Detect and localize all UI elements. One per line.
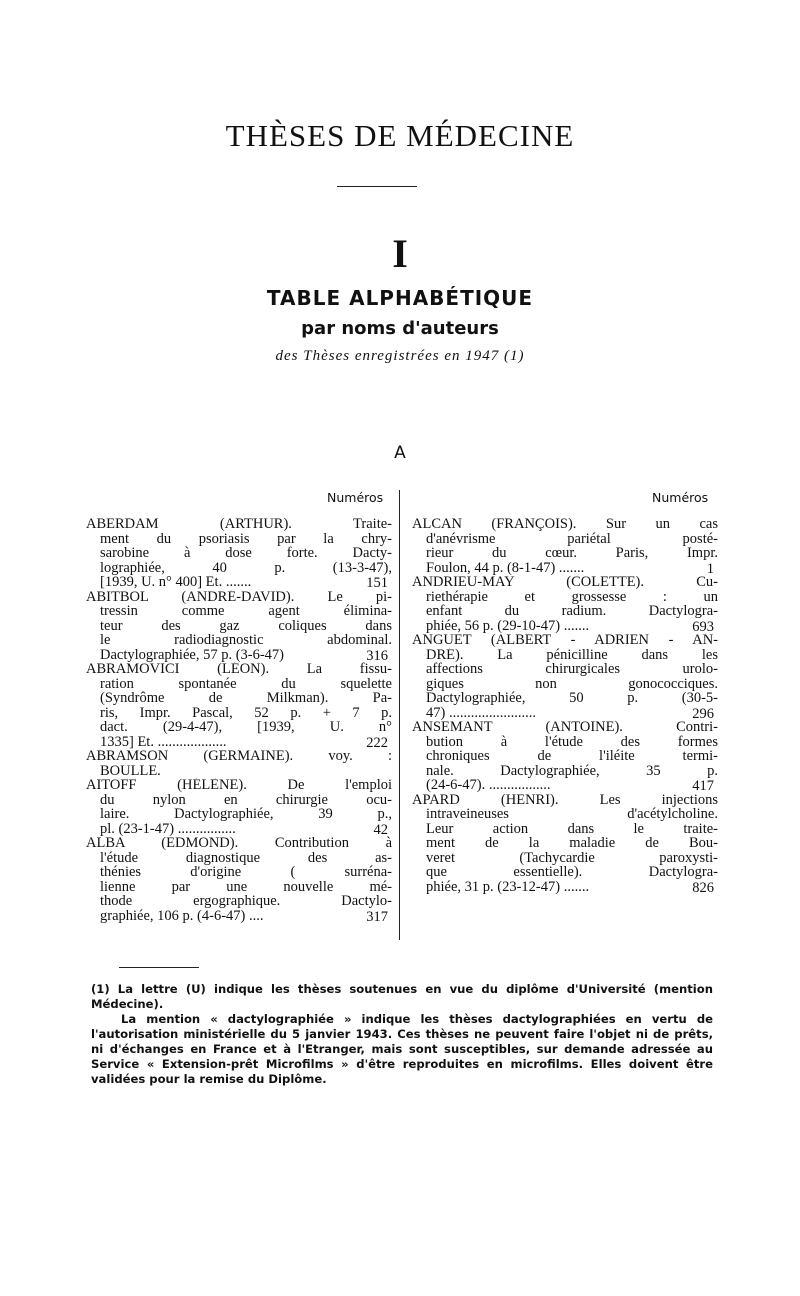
thesis-entry (412, 575, 718, 633)
entry-line: rieur du cœur. Paris, Impr. (426, 546, 718, 561)
entry-line: thode ergographique. Dactylo- (100, 894, 392, 909)
entry-line: ABRAMSON (GERMAINE). voy. : (86, 749, 392, 764)
section-caption: des Thèses enregistrées en 1947 (1) (275, 348, 525, 364)
entry-number: 42 (373, 821, 388, 838)
thesis-entry (412, 720, 718, 793)
entry-number: 296 (692, 705, 714, 722)
entry-line: affections chirurgicales urolo- (426, 662, 718, 677)
entry-line: bution à l'étude des formes (426, 734, 718, 749)
thesis-entry (412, 633, 718, 720)
column-divider (399, 490, 400, 940)
footnote-2: La mention « dactylographiée » indique les thèses dactylographiées en vertu de l'autorisation ministérielle du 5 janvier 1943. Ces thèses ne peuvent faire l'objet ni de prêts, ni d'échanges en France et à l'Etranger, mais sont susceptibles, sur demande adressée au Service « Extension-prêt Microfilms » d'être reproduites en microfilms. Elles doivent être validées pour la remise du Diplôme. (91, 1012, 713, 1086)
entry-line: enfant du radium. Dactylogra- (426, 604, 718, 619)
thesis-entry (412, 793, 718, 895)
entry-line: d'anévrisme pariétal posté- (426, 531, 718, 546)
entry-number: 151 (366, 575, 388, 591)
entry-line: Leur action dans le traite- (426, 821, 718, 836)
entry-line: ANSEMANT (ANTOINE). Contri- (412, 720, 718, 735)
entry-line: teur des gaz coliques dans (100, 618, 392, 633)
entry-line: [1939, U. n° 400] Et. ....... (100, 575, 252, 590)
entry-line: phiée, 56 p. (29-10-47) ....... (426, 618, 590, 633)
entry-line: ALCAN (FRANÇOIS). Sur un cas (412, 517, 718, 532)
entry-line: le radiodiagnostic abdominal. (100, 633, 392, 648)
footnotes (91, 982, 713, 1087)
entry-number: 693 (692, 618, 714, 635)
entry-number: 222 (366, 734, 388, 751)
left-column-header: Numéros (327, 490, 384, 505)
right-column-entries (412, 517, 718, 894)
thesis-entry (86, 749, 392, 778)
section-subtitle: par noms d'auteurs (301, 318, 499, 339)
entry-number: 317 (366, 908, 388, 925)
thesis-entry (86, 778, 392, 836)
entry-line: laire. Dactylographiée, 39 p., (100, 807, 392, 822)
entry-line: APARD (HENRI). Les injections (412, 792, 718, 807)
entry-line: ABITBOL (ANDRÉ-DAVID). Le pi- (86, 589, 392, 604)
entry-line: ration spontanée du squelette (100, 676, 392, 691)
entry-line: Dactylographiée, 57 p. (3-6-47) (100, 647, 285, 662)
entry-line: giques non gonococciques. (426, 676, 718, 691)
entry-line: intraveineuses d'acétylcholine. (426, 807, 718, 822)
entry-number: 826 (692, 879, 714, 896)
entry-line: graphiée, 106 p. (4-6-47) .... (100, 908, 264, 923)
entry-line: DRÉ). La pénicilline dans les (426, 647, 718, 662)
entry-line: pl. (23-1-47) ................ (100, 821, 236, 836)
footnote-rule (119, 967, 199, 968)
entry-line: chroniques de l'iléite termi- (426, 749, 718, 764)
entry-line: lographiée, 40 p. (13-3-47), (100, 560, 392, 575)
thesis-entry (86, 836, 392, 923)
thesis-entry (412, 517, 718, 575)
entry-line: BOULLE. (100, 763, 161, 778)
entry-number: 316 (366, 647, 388, 664)
part-number: I (392, 231, 408, 276)
entry-line: (Syndrôme de Milkman). Pa- (100, 691, 392, 706)
entry-line: Foulon, 44 p. (8-1-47) ....... (426, 560, 585, 575)
entry-line: du nylon en chirurgie ocu- (100, 792, 392, 807)
entry-line: AITOFF (HÉLÈNE). De l'emploi (86, 778, 392, 793)
letter-heading: A (394, 443, 406, 463)
entry-line: ment de la maladie de Bou- (426, 836, 718, 851)
entry-number: 417 (692, 778, 714, 794)
entry-line: veret (Tachycardie paroxysti- (426, 850, 718, 865)
thesis-entry (86, 517, 392, 590)
entry-line: phiée, 31 p. (23-12-47) ....... (426, 879, 590, 894)
entry-line: Dactylographiée, 50 p. (30-5- (426, 691, 718, 706)
left-column-entries (86, 517, 392, 923)
entry-line: ment du psoriasis par la chry- (100, 531, 392, 546)
entry-line: dact. (29-4-47), [1939, U. n° (100, 720, 392, 735)
right-column-header: Numéros (652, 490, 709, 505)
entry-line: ALBA (EDMOND). Contribution à (86, 836, 392, 851)
entry-line: ANGUET (ALBERT - ADRIEN - AN- (412, 633, 718, 648)
entry-line: lienne par une nouvelle mé- (100, 879, 392, 894)
entry-line: thénies d'origine ( surréna- (100, 865, 392, 880)
entry-line: ANDRIEU-MAY (COLETTE). Cu- (412, 575, 718, 590)
entry-line: nale. Dactylographiée, 35 p. (426, 763, 718, 778)
entry-line: 1335] Et. ................... (100, 734, 227, 749)
title-rule (337, 186, 417, 187)
entry-line: riethérapie et grossesse : un (426, 589, 718, 604)
entry-line: (24-6-47). ................. (426, 778, 551, 793)
entry-line: ris, Impr. Pascal, 52 p. + 7 p. (100, 705, 392, 720)
entry-line: que essentielle). Dactylogra- (426, 865, 718, 880)
entry-line: l'étude diagnostique des as- (100, 850, 392, 865)
thesis-entry (86, 662, 392, 749)
entry-line: sarobine à dose forte. Dacty- (100, 546, 392, 561)
entry-line: ABERDAM (ARTHUR). Traite- (86, 517, 392, 532)
entry-line: 47) ........................ (426, 705, 536, 720)
entry-line: ABRAMOVICI (LÉON). La fissu- (86, 662, 392, 677)
entry-line: tressin comme agent élimina- (100, 604, 392, 619)
page-title: THÈSES DE MÉDECINE (225, 118, 575, 153)
thesis-entry (86, 590, 392, 663)
footnote-1: (1) La lettre (U) indique les thèses soutenues en vue du diplôme d'Université (mention Médecine). (91, 982, 713, 1011)
entry-number: 1 (706, 560, 714, 577)
section-title: TABLE ALPHABÉTIQUE (266, 286, 534, 310)
